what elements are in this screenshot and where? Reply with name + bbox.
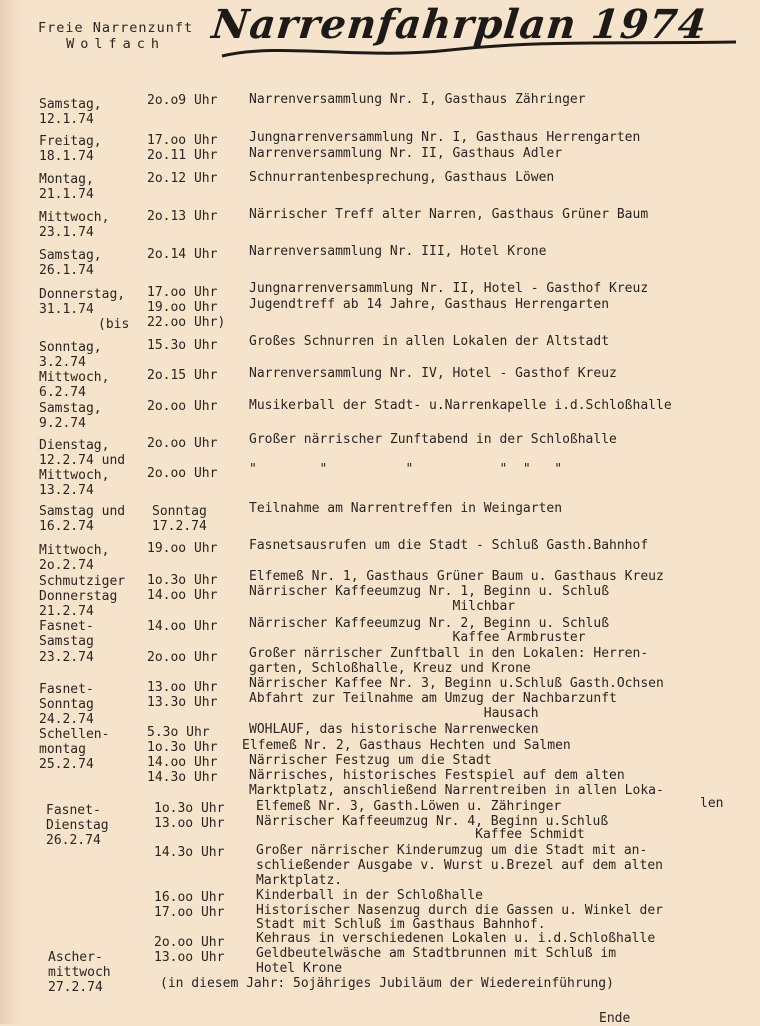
entry-date: 31.1.74 (39, 302, 94, 317)
entry-day: Schellen- (39, 727, 110, 742)
entry-time: 16.oo Uhr (154, 890, 225, 905)
entry-event: Großer närrischer Zunftball in den Lokalen: Herren- (249, 646, 649, 661)
entry-event-continued: Milchbar (249, 599, 516, 614)
entry-event: Kinderball in der Schloßhalle (256, 888, 483, 903)
entry-date: 12.2.74 und (39, 453, 126, 468)
entry-time: 14.oo Uhr (147, 755, 218, 770)
entry-time: 19.oo Uhr (147, 300, 218, 315)
entry-date: 23.1.74 (39, 225, 94, 240)
title-text: Narrenfahrplan 1974 (209, 1, 710, 48)
entry-day: Mittwoch, (39, 370, 110, 385)
entry-date: 25.2.74 (39, 757, 94, 772)
entry-event: Schnurrantenbesprechung, Gasthaus Löwen (249, 170, 555, 185)
entry-event: Narrenversammlung Nr. IV, Hotel - Gasthof Kreuz (249, 366, 617, 381)
entry-time: 13.3o Uhr (147, 695, 218, 710)
entry-day: Samstag, (39, 97, 102, 112)
entry-event: Närrischer Kaffeeumzug Nr. 2, Beginn u. Schluß (249, 616, 610, 631)
entry-event-continued: Marktplatz, anschließend Narrentreiben in allen Loka- (249, 783, 664, 798)
entry-day: Fasnet- (39, 619, 94, 634)
entry-time: 2o.14 Uhr (147, 247, 218, 262)
entry-date: 18.1.74 (39, 149, 94, 164)
entry-time: 1o.3o Uhr (154, 801, 225, 816)
entry-date: 16.2.74 (39, 519, 94, 534)
entry-date: 23.2.74 (39, 650, 94, 665)
entry-date: 17.2.74 (152, 519, 207, 534)
entry-date: 12.1.74 (39, 112, 94, 127)
anniversary-note: (in diesem Jahr: 5ojähriges Jubiläum der Wiedereinführung) (160, 976, 614, 991)
entry-event-ditto: " " " " " " (249, 462, 563, 477)
entry-day: Mittwoch, (39, 468, 110, 483)
entry-event: Abfahrt zur Teilnahme am Umzug der Nachbarzunft (249, 691, 617, 706)
entry-time: 2o.oo Uhr (154, 935, 225, 950)
entry-date: 9.2.74 (39, 416, 86, 431)
entry-date: 6.2.74 (39, 385, 86, 400)
entry-time: 14.3o Uhr (147, 770, 218, 785)
entry-date: 13.2.74 (39, 483, 94, 498)
entry-date: 26.1.74 (39, 263, 94, 278)
entry-day: Samstag (39, 634, 94, 649)
entry-until-label: (bis (98, 317, 130, 332)
entry-event: Narrenversammlung Nr. II, Gasthaus Adler (249, 146, 563, 161)
entry-event: Jungnarrenversammlung Nr. II, Hotel - Gasthof Kreuz (249, 281, 649, 296)
entry-time: 14.oo Uhr (147, 619, 218, 634)
entry-day: Samstag, (39, 401, 102, 416)
entry-event: Elfemeß Nr. 1, Gasthaus Grüner Baum u. Gasthaus Kreuz (249, 569, 664, 584)
entry-time: 17.oo Uhr (147, 285, 218, 300)
entry-event: Großer närrischer Zunftabend in der Schloßhalle (249, 432, 617, 447)
entry-time: 13.oo Uhr (147, 680, 218, 695)
entry-day: Freitag, (39, 134, 102, 149)
entry-day: Sonntag, (39, 340, 102, 355)
entry-day: Sonntag (39, 697, 94, 712)
entry-time: 2o.oo Uhr (147, 399, 218, 414)
entry-time: 2o.oo Uhr (147, 436, 218, 451)
entry-day: Schmutziger (39, 574, 126, 589)
entry-day: montag (39, 742, 86, 757)
entry-date: 21.2.74 (39, 604, 94, 619)
entry-event-continued: Hotel Krone (256, 961, 343, 976)
entry-event: Närrischer Treff alter Narren, Gasthaus Grüner Baum (249, 207, 649, 222)
entry-event-continued: Kaffee Armbruster (249, 630, 586, 645)
entry-date: 27.2.74 (48, 980, 103, 995)
entry-event: Närrischer Festzug um die Stadt (249, 753, 492, 768)
entry-time: 22.oo Uhr) (147, 315, 226, 330)
entry-time: 14.3o Uhr (154, 845, 225, 860)
entry-event: Närrischer Kaffee Nr. 3, Beginn u.Schluß Gasth.Ochsen (249, 676, 664, 691)
entry-time: 19.oo Uhr (147, 541, 218, 556)
entry-day: Mittwoch, (39, 210, 110, 225)
entry-event: Jungnarrenversammlung Nr. I, Gasthaus Herrengarten (249, 130, 641, 145)
entry-date: 21.1.74 (39, 187, 94, 202)
entry-time: 15.3o Uhr (147, 338, 218, 353)
entry-day: Samstag, (39, 248, 102, 263)
entry-event: Narrenversammlung Nr. III, Hotel Krone (249, 244, 547, 259)
entry-event-continued: Marktplatz. (256, 873, 343, 888)
entry-event-continued: Stadt mit Schluß im Gasthaus Bahnhof. (256, 917, 546, 932)
entry-time: 14.oo Uhr (147, 588, 218, 603)
entry-event: Närrisches, historisches Festspiel auf dem alten (249, 768, 625, 783)
entry-time: 2o.13 Uhr (147, 209, 218, 224)
entry-time: 13.oo Uhr (154, 950, 225, 965)
entry-day: Mittwoch, (39, 543, 110, 558)
entry-event-continued: garten, Schloßhalle, Kreuz und Krone (249, 661, 531, 676)
entry-day: Ascher- (48, 950, 103, 965)
entry-day: Sonntag (152, 504, 207, 519)
entry-date: 24.2.74 (39, 712, 94, 727)
entry-time: 13.oo Uhr (154, 816, 225, 831)
entry-event: Fasnetsausrufen um die Stadt - Schluß Gasth.Bahnhof (249, 538, 649, 553)
entry-event-continued: len (700, 796, 724, 811)
entry-time: 2o.15 Uhr (147, 368, 218, 383)
entry-time: 17.oo Uhr (147, 133, 218, 148)
entry-event: Großes Schnurren in allen Lokalen der Altstadt (249, 334, 610, 349)
entry-time: 2o.11 Uhr (147, 148, 218, 163)
entry-date: 2o.2.74 (39, 558, 94, 573)
entry-event: Närrischer Kaffeeumzug Nr. 1, Beginn u. Schluß (249, 584, 610, 599)
entry-day: Dienstag (46, 818, 109, 833)
entry-day: Fasnet- (46, 803, 101, 818)
entry-event: Narrenversammlung Nr. I, Gasthaus Zähringer (249, 92, 586, 107)
entry-event: Kehraus in verschiedenen Lokalen u. i.d.Schloßhalle (256, 931, 656, 946)
end-label: Ende (599, 1011, 631, 1026)
entry-event-continued: Kaffee Schmidt (256, 827, 585, 842)
entry-day: Donnerstag, (39, 287, 126, 302)
entry-event-continued: Hausach (249, 706, 539, 721)
entry-day: Fasnet- (39, 682, 94, 697)
org-name-line: Freie Narrenzunft (38, 20, 194, 36)
entry-event-continued: schließender Ausgabe v. Wurst u.Brezel auf dem alten (256, 858, 663, 873)
entry-time: 2o.oo Uhr (147, 466, 218, 481)
entry-event: WOHLAUF, das historische Narrenwecken (249, 722, 539, 737)
entry-event: Geldbeutelwäsche am Stadtbrunnen mit Schluß im (256, 946, 617, 961)
entry-time: 17.oo Uhr (154, 905, 225, 920)
entry-event: Elfemeß Nr. 3, Gasth.Löwen u. Zähringer (256, 799, 562, 814)
entry-date: 3.2.74 (39, 355, 86, 370)
entry-day: Montag, (39, 172, 94, 187)
entry-time: 2o.12 Uhr (147, 171, 218, 186)
entry-time: 1o.3o Uhr (147, 740, 218, 755)
entry-day: Samstag und (39, 504, 126, 519)
entry-event: Historischer Nasenzug durch die Gassen u. Winkel der (256, 903, 663, 918)
entry-date: 26.2.74 (46, 833, 101, 848)
entry-time: 1o.3o Uhr (147, 573, 218, 588)
entry-event: Närrischer Kaffeeumzug Nr. 4, Beginn u.Schluß (256, 814, 609, 829)
entry-time: 2o.o9 Uhr (147, 93, 218, 108)
org-town: Wolfach (66, 36, 166, 52)
entry-event: Großer närrischer Kinderumzug um die Stadt mit an- (256, 843, 648, 858)
entry-day: mittwoch (48, 965, 111, 980)
entry-event: Elfemeß Nr. 2, Gasthaus Hechten und Salmen (242, 738, 571, 753)
entry-event: Jugendtreff ab 14 Jahre, Gasthaus Herrengarten (249, 297, 610, 312)
entry-day: Dienstag, (39, 438, 110, 453)
entry-day: Donnerstag (39, 589, 118, 604)
entry-time: 5.3o Uhr (147, 725, 210, 740)
entry-time: 2o.oo Uhr (147, 650, 218, 665)
entry-event: Musikerball der Stadt- u.Narrenkapelle i.d.Schloßhalle (249, 398, 672, 413)
entry-event: Teilnahme am Narrentreffen in Weingarten (249, 501, 563, 516)
